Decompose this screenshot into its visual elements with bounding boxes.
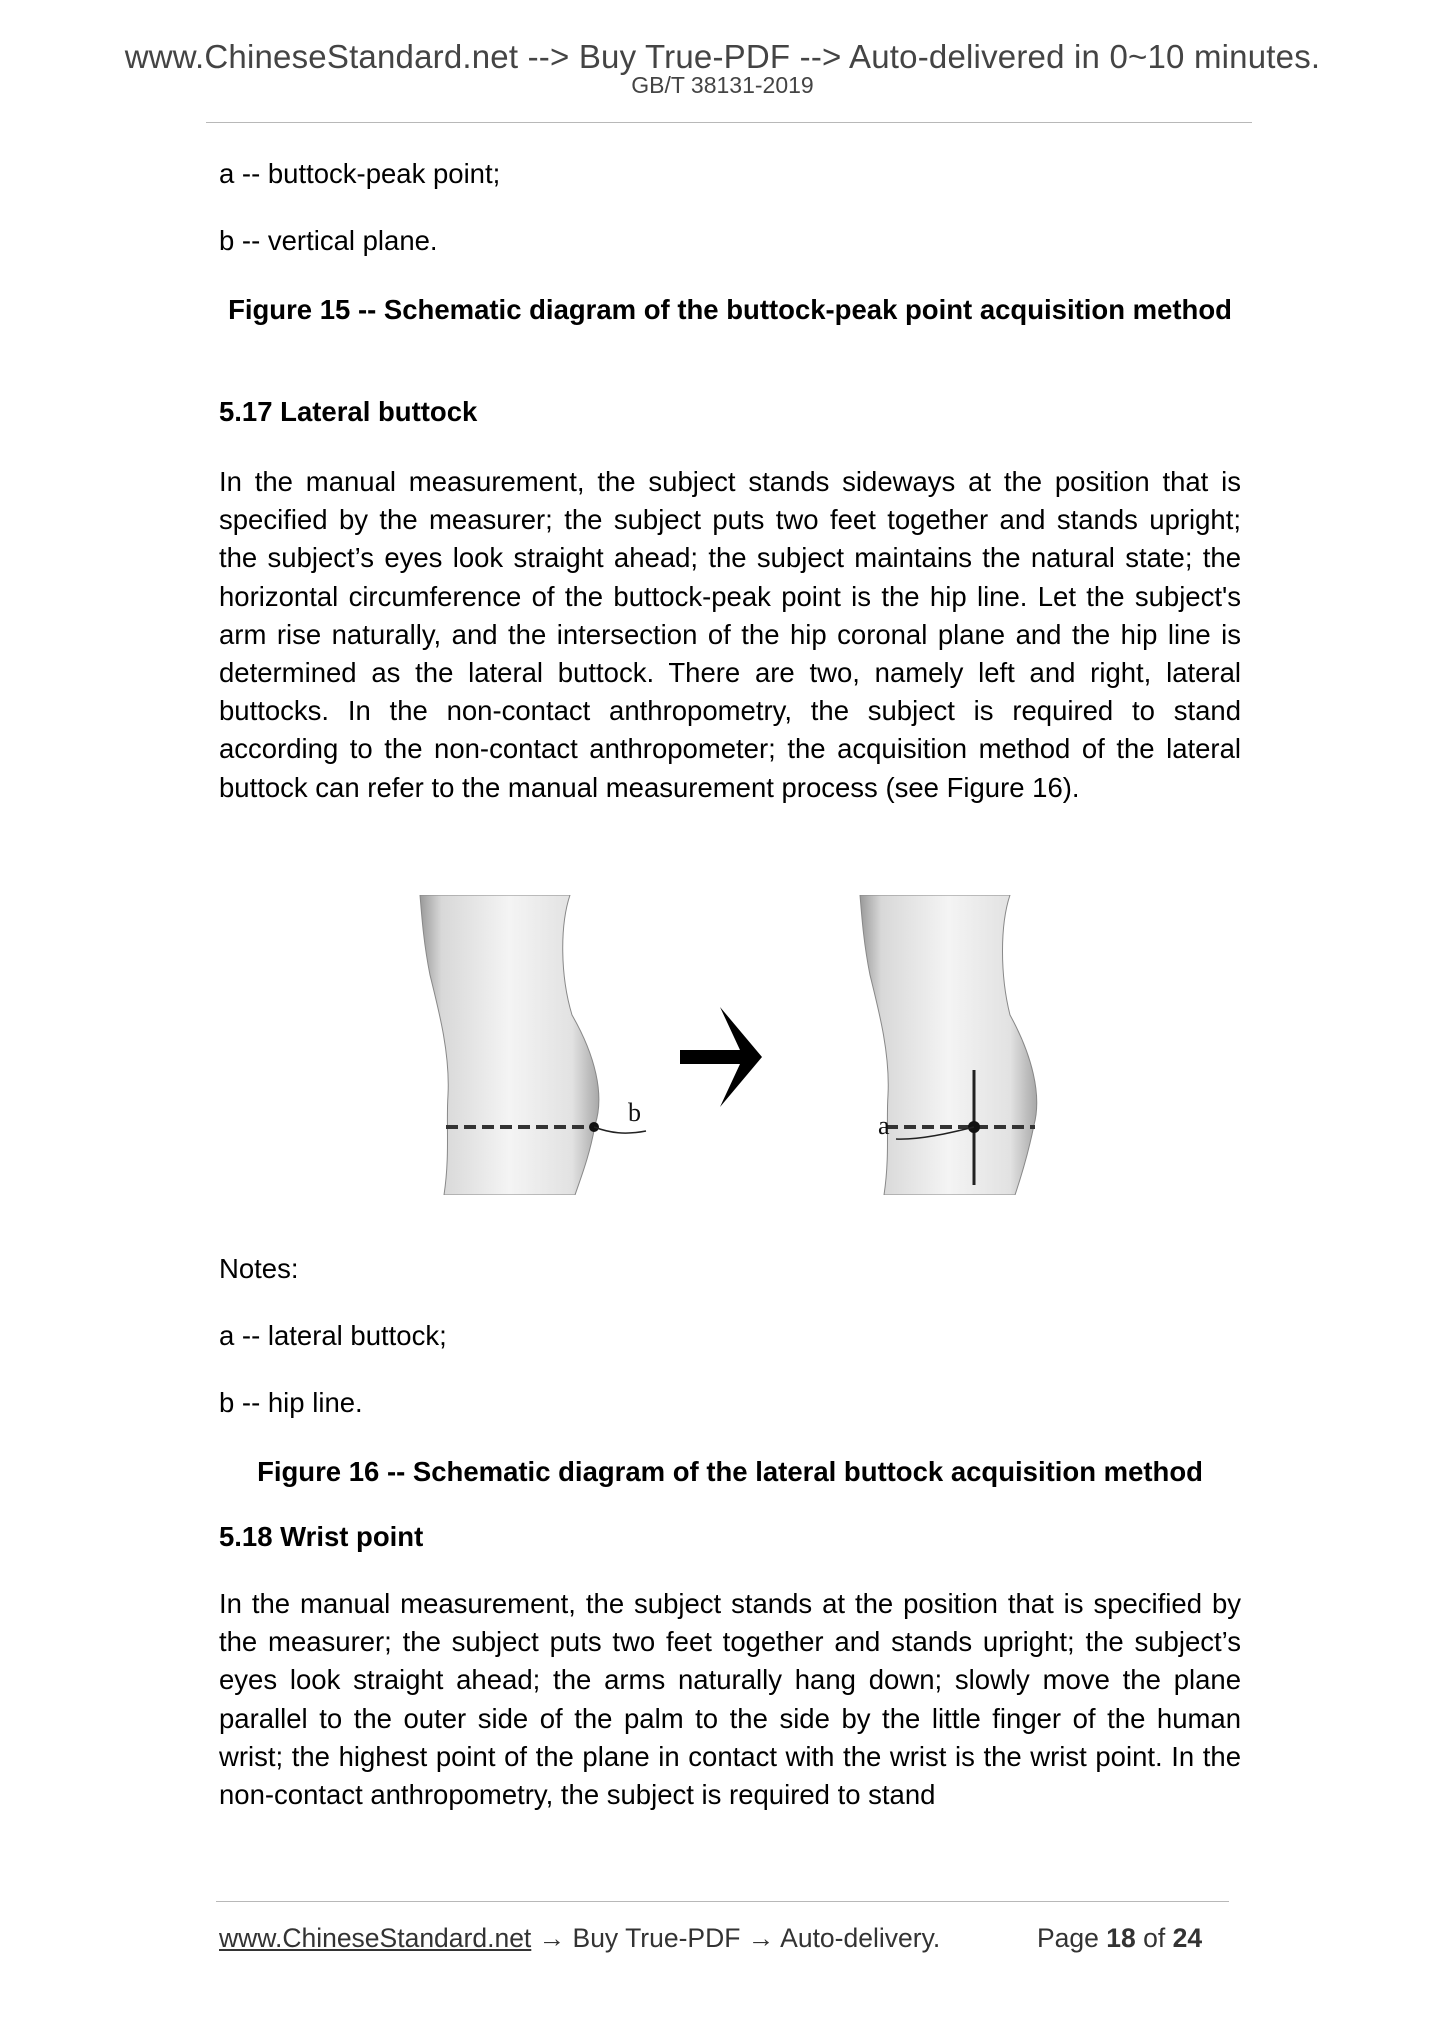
footer-tail: → Buy True-PDF → Auto-delivery.: [531, 1923, 941, 1953]
figure-15-title: Figure 15 -- Schematic diagram of the buttock-peak point acquisition method: [228, 294, 1232, 325]
fig15-note-b: b -- vertical plane.: [219, 225, 438, 256]
figure-16-note-b: b -- hip line.: [219, 1387, 363, 1418]
header-divider: [206, 122, 1252, 123]
fig15-note-a: a -- buttock-peak point;: [219, 158, 501, 189]
figure-16-notes-heading: Notes:: [219, 1253, 299, 1284]
section-5-17-body: In the manual measurement, the subject stands sideways at the position that is specified by the measurer; the subject puts two feet together and stands upright; the subject’s eyes look straight ahead; the subject maintains the natural state; the horizontal circumference of the buttock-peak point is the hip line. Let the subject's arm rise naturally, and the intersection of the hip coronal plane and the hip line is determined as the lateral buttock. There are two, namely left and right, lateral buttocks. In the non-contact anthropometry, the subject is required to stand according to the non-contact anthropometer; the acquisition method of the lateral buttock can refer to the manual measurement process (see Figure 16).: [219, 466, 1241, 803]
label-b: b: [628, 1098, 641, 1127]
label-a: a: [878, 1111, 890, 1140]
page-total: 24: [1172, 1923, 1203, 1953]
section-5-18-body: In the manual measurement, the subject stands at the position that is specified by the measurer; the subject puts two feet together and stands upright; the subject’s eyes look straight ahead; the arms naturally hang down; slowly move the plane parallel to the outer side of the palm to the side by the little finger of the human wrist; the highest point of the plane in contact with the wrist is the wrist point. In the non-contact anthropometry, the subject is required to stand: [219, 1588, 1241, 1811]
header-banner: www.ChineseStandard.net --> Buy True-PDF --> Auto-delivered in 0~10 minutes.: [124, 38, 1321, 75]
section-5-18-heading: 5.18 Wrist point: [219, 1521, 424, 1552]
footer-divider: [216, 1901, 1229, 1902]
footer-link[interactable]: www.ChineseStandard.net: [219, 1923, 532, 1953]
page-indicator: [1037, 1923, 1202, 1954]
figure-16-note-a: a -- lateral buttock;: [219, 1320, 447, 1351]
torso-right-illustration: [860, 895, 1037, 1195]
page-current: 18: [1106, 1923, 1136, 1953]
section-5-17-heading: 5.17 Lateral buttock: [219, 396, 478, 427]
footer-left: [219, 1923, 940, 1954]
torso-left-illustration: [420, 895, 646, 1195]
figure-16-title: Figure 16 -- Schematic diagram of the lateral buttock acquisition method: [257, 1456, 1203, 1487]
page-label: Page: [1037, 1923, 1099, 1953]
document-number: GB/T 38131-2019: [631, 72, 814, 98]
figure-16-image: [410, 895, 1040, 1195]
page-of: of: [1143, 1923, 1166, 1953]
arrow-right-icon: [680, 1007, 762, 1107]
